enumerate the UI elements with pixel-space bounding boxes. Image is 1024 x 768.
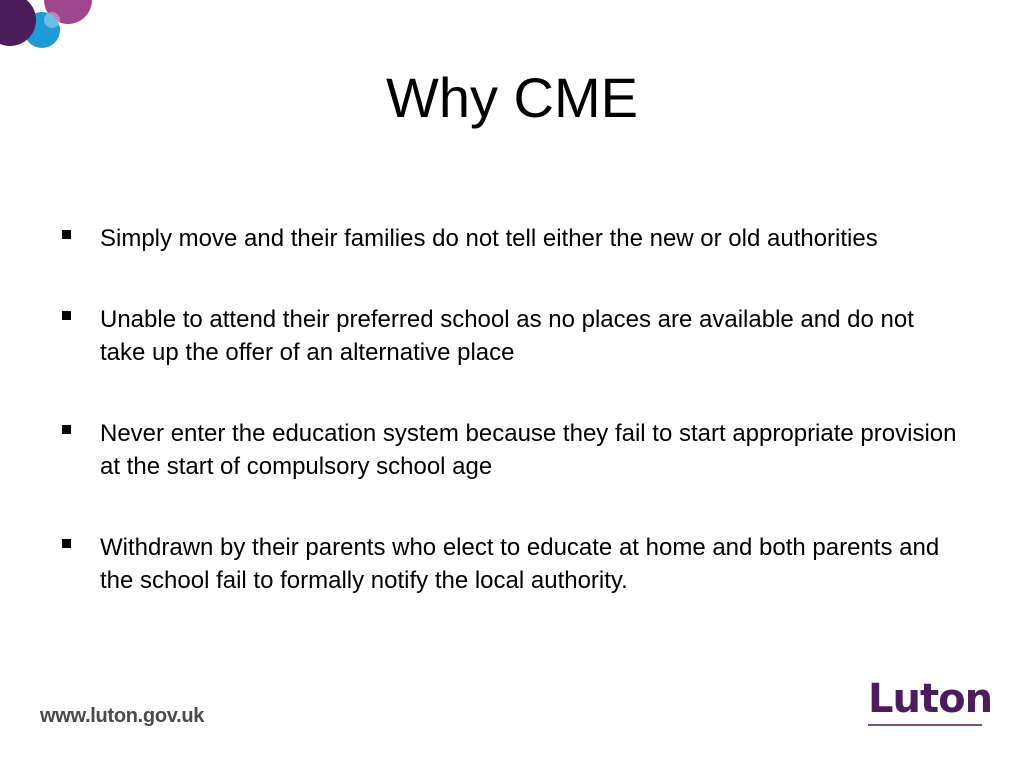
square-bullet-icon — [62, 539, 71, 548]
footer-url: www.luton.gov.uk — [40, 705, 205, 727]
square-bullet-icon — [62, 311, 71, 320]
logo-text: Luton — [868, 676, 993, 722]
bullet-item — [62, 417, 962, 483]
luton-logo — [868, 676, 993, 726]
bullet-text: Simply move and their families do not tell either the new or old authorities — [100, 225, 878, 252]
bullet-item — [62, 303, 962, 369]
highlight-circle — [44, 12, 60, 28]
bullet-item — [62, 531, 962, 597]
bullet-list — [62, 222, 962, 645]
slide-title: Why CME — [386, 66, 638, 129]
square-bullet-icon — [62, 230, 71, 239]
bullet-text: Withdrawn by their parents who elect to educate at home and both parents and the school fail to formally notify the local authority. — [100, 534, 940, 594]
logo-underline — [868, 724, 982, 726]
bullet-text: Never enter the education system because they fail to start appropriate provision at the start of compulsory school age — [100, 420, 957, 480]
decorative-circles-icon — [0, 0, 100, 60]
bullet-text: Unable to attend their preferred school as no places are available and do not take up the offer of an alternative place — [100, 306, 914, 366]
square-bullet-icon — [62, 425, 71, 434]
bullet-item — [62, 222, 962, 255]
